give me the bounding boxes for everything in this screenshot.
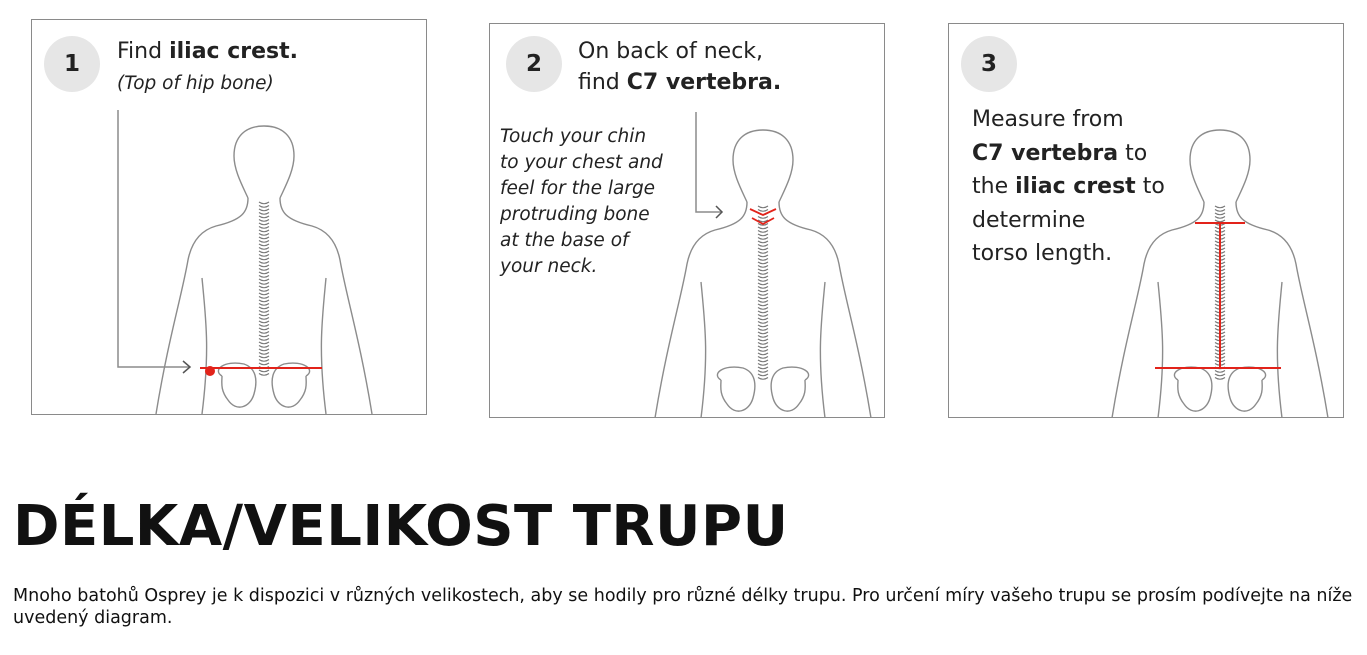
instruction-text: the — [972, 174, 1016, 199]
instruction-text: to — [1135, 174, 1165, 199]
iliac-crest-label: iliac crest. — [169, 39, 299, 64]
step-2-note — [500, 124, 663, 280]
c7-vertebra-label: C7 vertebra — [972, 140, 1119, 166]
instruction-line-5: torso length. — [972, 241, 1113, 266]
instruction-line-1: On back of neck, — [578, 39, 764, 64]
instruction-line-2: find — [578, 70, 627, 95]
iliac-crest-label: iliac crest — [1015, 174, 1136, 199]
note-line: your neck. — [500, 256, 598, 277]
note-line: to your chest and — [500, 152, 663, 173]
instruction-text: Find — [117, 39, 170, 64]
step-1-note: (Top of hip bone) — [117, 73, 274, 94]
step-number-badge — [44, 36, 100, 92]
step-number-badge — [961, 36, 1017, 92]
step-3-panel — [948, 23, 1344, 418]
step-2-panel — [489, 23, 885, 418]
page-title: DÉLKA/VELIKOST TRUPU — [13, 494, 789, 559]
instruction-line-4: determine — [972, 207, 1086, 233]
step-3-instruction — [972, 103, 1165, 271]
step-number: 3 — [980, 51, 997, 77]
note-line: protruding bone — [500, 204, 650, 225]
step-1-instruction — [117, 36, 298, 67]
note-line: feel for the large — [500, 178, 656, 199]
step-1-panel — [31, 19, 427, 415]
c7-vertebra-label: C7 vertebra. — [626, 70, 782, 95]
instruction-text: to — [1118, 140, 1148, 166]
step-number: 2 — [525, 51, 542, 77]
step-2-instruction — [578, 36, 781, 98]
step-number: 1 — [63, 51, 80, 77]
note-line: Touch your chin — [500, 126, 647, 147]
instruction-line-1: Measure from — [972, 107, 1124, 132]
step-number-badge — [506, 36, 562, 92]
page-description: Mnoho batohů Osprey je k dispozici v různých velikostech, aby se hodily pro různé délky trupu. Pro určení míry vašeho trupu se prosím podívejte na níže uvedený diagram. — [13, 586, 1353, 628]
note-line: at the base of — [500, 230, 629, 251]
